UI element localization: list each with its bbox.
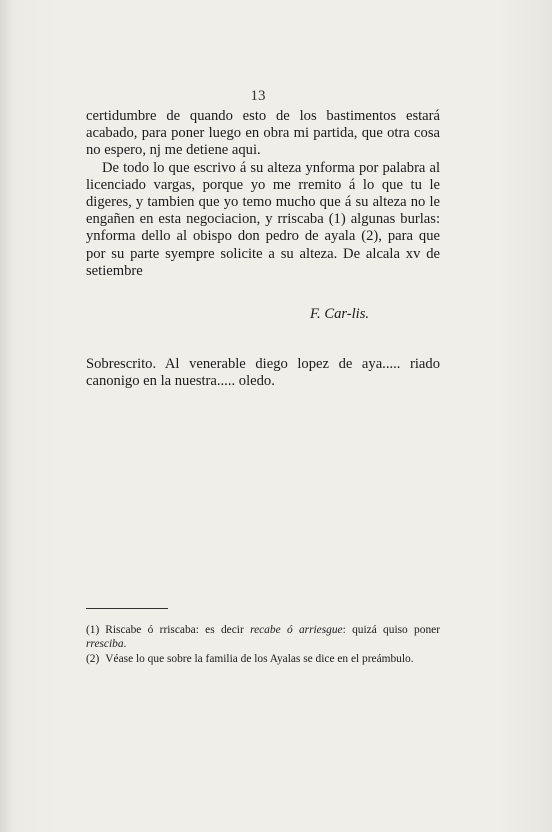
footnote-2: [86, 653, 440, 667]
paragraph-2: De todo lo que escrivo á su alteza ynforma por palabra al licenciado vargas, porque yo me rremito á lo que tu le digeres, y tambien que yo temo mucho que á su alteza no le engañen en esta negociacion, y rriscaba (1) algunas burlas: ynforma dello al obispo don pedro de ayala (2), para que por su parte syempre solicite a su alteza. De alcala xv de setiembre: [86, 159, 440, 279]
page-number: 13: [250, 88, 266, 104]
paragraph-1: certidumbre de quando esto de los bastimentos estará acabado, para poner luego en obra mi partida, que otra cosa no espero, nj me detiene aqui.: [86, 108, 440, 159]
footnotes: [86, 624, 440, 667]
address-line: Sobrescrito. Al venerable diego lopez de aya..... riado canonigo en la nuestra..... oledo.: [86, 356, 440, 390]
signature: F. Car-lis.: [310, 306, 370, 322]
footnote-1: [86, 624, 440, 652]
footnote-2-mark: (2): [86, 652, 100, 665]
footnote-2-text: Véase lo que sobre la familia de los Ayalas se dice en el preámbulo.: [105, 652, 414, 665]
footnote-1-mark: (1): [86, 624, 100, 636]
footnote-1-lead: Riscabe ó rriscaba: es decir: [105, 624, 244, 636]
footnote-1-italic-term: recabe ó arriesgue: [250, 624, 343, 636]
footnote-divider: [86, 608, 168, 609]
footnote-1-mid: : quizá quiso poner: [342, 624, 440, 636]
footnote-1-italic-term-2: rresciba: [86, 637, 124, 650]
letter-body: [86, 108, 440, 280]
footnote-1-end: .: [123, 637, 127, 650]
